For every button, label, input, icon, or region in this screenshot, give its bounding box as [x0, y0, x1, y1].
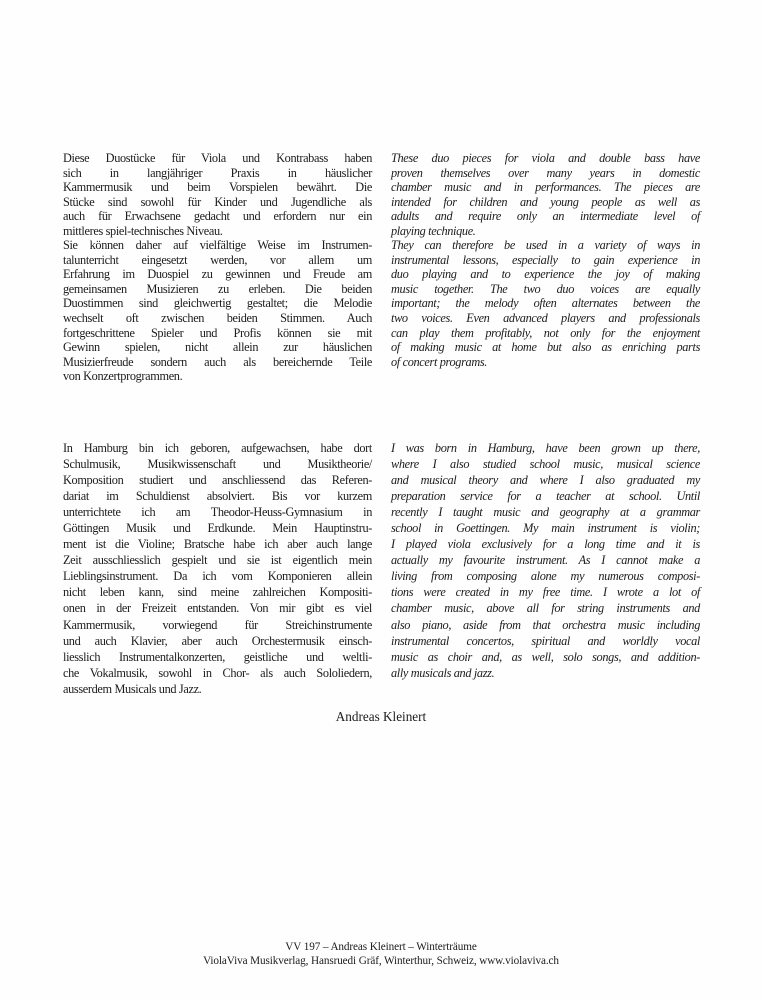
text-line: liesslich Instrumentalkonzerten, geistliche und weltli- [63, 649, 372, 664]
text-line: ment ist die Violine; Bratsche habe ich aber auch lange [63, 537, 372, 552]
text-line: sich in langjähriger Praxis in häuslicher [63, 165, 372, 180]
text-line: che Vokalmusik, sowohl in Chor- als auch Sololiedern, [63, 665, 372, 680]
text-line: music together. The two duo voices are equally [391, 281, 700, 296]
page-footer [0, 941, 762, 968]
text-line: adults and require only an intermediate level of [391, 209, 700, 224]
text-line: preparation service for a teacher at school. Until [391, 489, 700, 504]
text-line: Erfahrung im Duospiel zu gewinnen und Freude am [63, 267, 372, 282]
text-line: also piano, aside from that orchestra music including [391, 617, 700, 632]
text-line: instrumental concertos, spiritual and worldly vocal [391, 633, 700, 648]
text-line: Musizierfreude sondern auch als bereichernde Teile [63, 354, 372, 369]
text-line: Komposition studiert und anschliessend das Referen- [63, 473, 372, 488]
text-line: and musical theory and where I also graduated my [391, 473, 700, 488]
text-line: nicht leben kann, sind meine zahlreichen Kompositi- [63, 585, 372, 600]
text-line: of concert programs. [391, 354, 488, 369]
text-line: dariat im Schuldienst absolviert. Bis vor kurzem [63, 489, 372, 504]
text-line: ausserdem Musicals und Jazz. [63, 681, 202, 696]
text-line: Gewinn spielen, nicht allein zur häuslichen [63, 340, 372, 355]
text-line: tions were created in my free time. I wrote a lot of [391, 585, 700, 600]
text-line: They can therefore be used in a variety of ways in [391, 238, 700, 253]
footer-edition-line: VV 197 – Andreas Kleinert – Winterträume [285, 941, 477, 953]
text-line: recently I taught music and geography at a grammar [391, 505, 700, 520]
text-line: intended for children and young people as well as [391, 194, 700, 209]
text-line: of making music at home but also as enriching parts [391, 340, 700, 355]
text-line: actually my favourite instrument. As I cannot make a [391, 553, 700, 568]
text-line: ally musicals and jazz. [391, 665, 495, 680]
text-line: Stücke sind sowohl für Kinder und Jugendliche als [63, 194, 372, 209]
text-line: Lieblingsinstrument. Da ich vom Komponieren allein [63, 569, 372, 584]
preface-german-column [63, 151, 372, 384]
text-line: Göttingen Musik und Erdkunde. Mein Hauptinstru- [63, 521, 372, 536]
section-biography [63, 440, 700, 697]
text-line: instrumental lessons, especially to gain experience in [391, 252, 700, 267]
text-line: Zeit ausschliesslich gespielt und sie ist eigentlich mein [63, 553, 372, 568]
text-line: chamber music, above all for string instruments and [391, 601, 700, 616]
biography-english-column [391, 440, 700, 697]
text-line: important; the melody often alternates between the [391, 296, 700, 311]
text-line: Sie können daher auf vielfältige Weise im Instrumen- [63, 238, 372, 253]
text-line: two voices. Even advanced players and professionals [391, 311, 700, 326]
text-line: onen in der Freizeit entstanden. Von mir gibt es viel [63, 601, 372, 616]
text-line: von Konzertprogrammen. [63, 369, 183, 384]
text-line: These duo pieces for viola and double bass have [391, 151, 700, 165]
text-line: Diese Duostücke für Viola und Kontrabass haben [63, 151, 372, 165]
biography-german-column [63, 440, 372, 697]
section-preface [63, 151, 700, 384]
text-line: gemeinsamen Musizieren zu erleben. Die beiden [63, 281, 372, 296]
text-line: proven themselves over many years in domestic [391, 165, 700, 180]
preface-english-column [391, 151, 700, 384]
text-line: Schulmusik, Musikwissenschaft und Musiktheorie/ [63, 457, 372, 472]
text-line: talunterricht eingesetzt werden, vor allem um [63, 252, 372, 267]
footer-publisher-line: ViolaViva Musikverlag, Hansruedi Gräf, Winterthur, Schweiz, www.violaviva.ch [203, 954, 559, 967]
text-line: Kammermusik und beim Vorspielen bewährt. Die [63, 180, 372, 195]
text-line: living from composing alone my numerous composi- [391, 569, 700, 584]
text-line: fortgeschrittene Spieler und Profis können sie mit [63, 325, 372, 340]
author-signature: Andreas Kleinert [335, 709, 427, 724]
text-line: where I also studied school music, musical science [391, 457, 700, 472]
text-line: mittleres spiel-technisches Niveau. [63, 223, 223, 238]
text-line: wechselt oft zwischen beiden Stimmen. Auch [63, 311, 372, 326]
text-line: unterrichtete ich am Theodor-Heuss-Gymnasium in [63, 505, 372, 520]
text-line: In Hamburg bin ich geboren, aufgewachsen, habe dort [63, 441, 372, 455]
text-line: Kammermusik, vorwiegend für Streichinstrumente [63, 617, 372, 632]
text-line: Duostimmen sind gleichwertig gestaltet; die Melodie [63, 296, 372, 311]
text-line: I played viola exclusively for a long time and it is [391, 537, 700, 552]
text-line: und auch Klavier, aber auch Orchestermusik einsch- [63, 633, 372, 648]
text-line: can play them profitably, not only for the enjoyment [391, 325, 700, 340]
text-line: school in Goettingen. My main instrument is violin; [391, 521, 700, 536]
text-line: chamber music and in performances. The pieces are [391, 180, 700, 195]
text-line: auch für Erwachsene gedacht und erfordern nur ein [63, 209, 372, 224]
text-line: I was born in Hamburg, have been grown up there, [391, 441, 700, 455]
text-line: playing technique. [391, 223, 476, 238]
text-line: music as choir and, as well, solo songs, and addition- [391, 649, 700, 664]
text-line: duo playing and to experience the joy of making [391, 267, 700, 282]
